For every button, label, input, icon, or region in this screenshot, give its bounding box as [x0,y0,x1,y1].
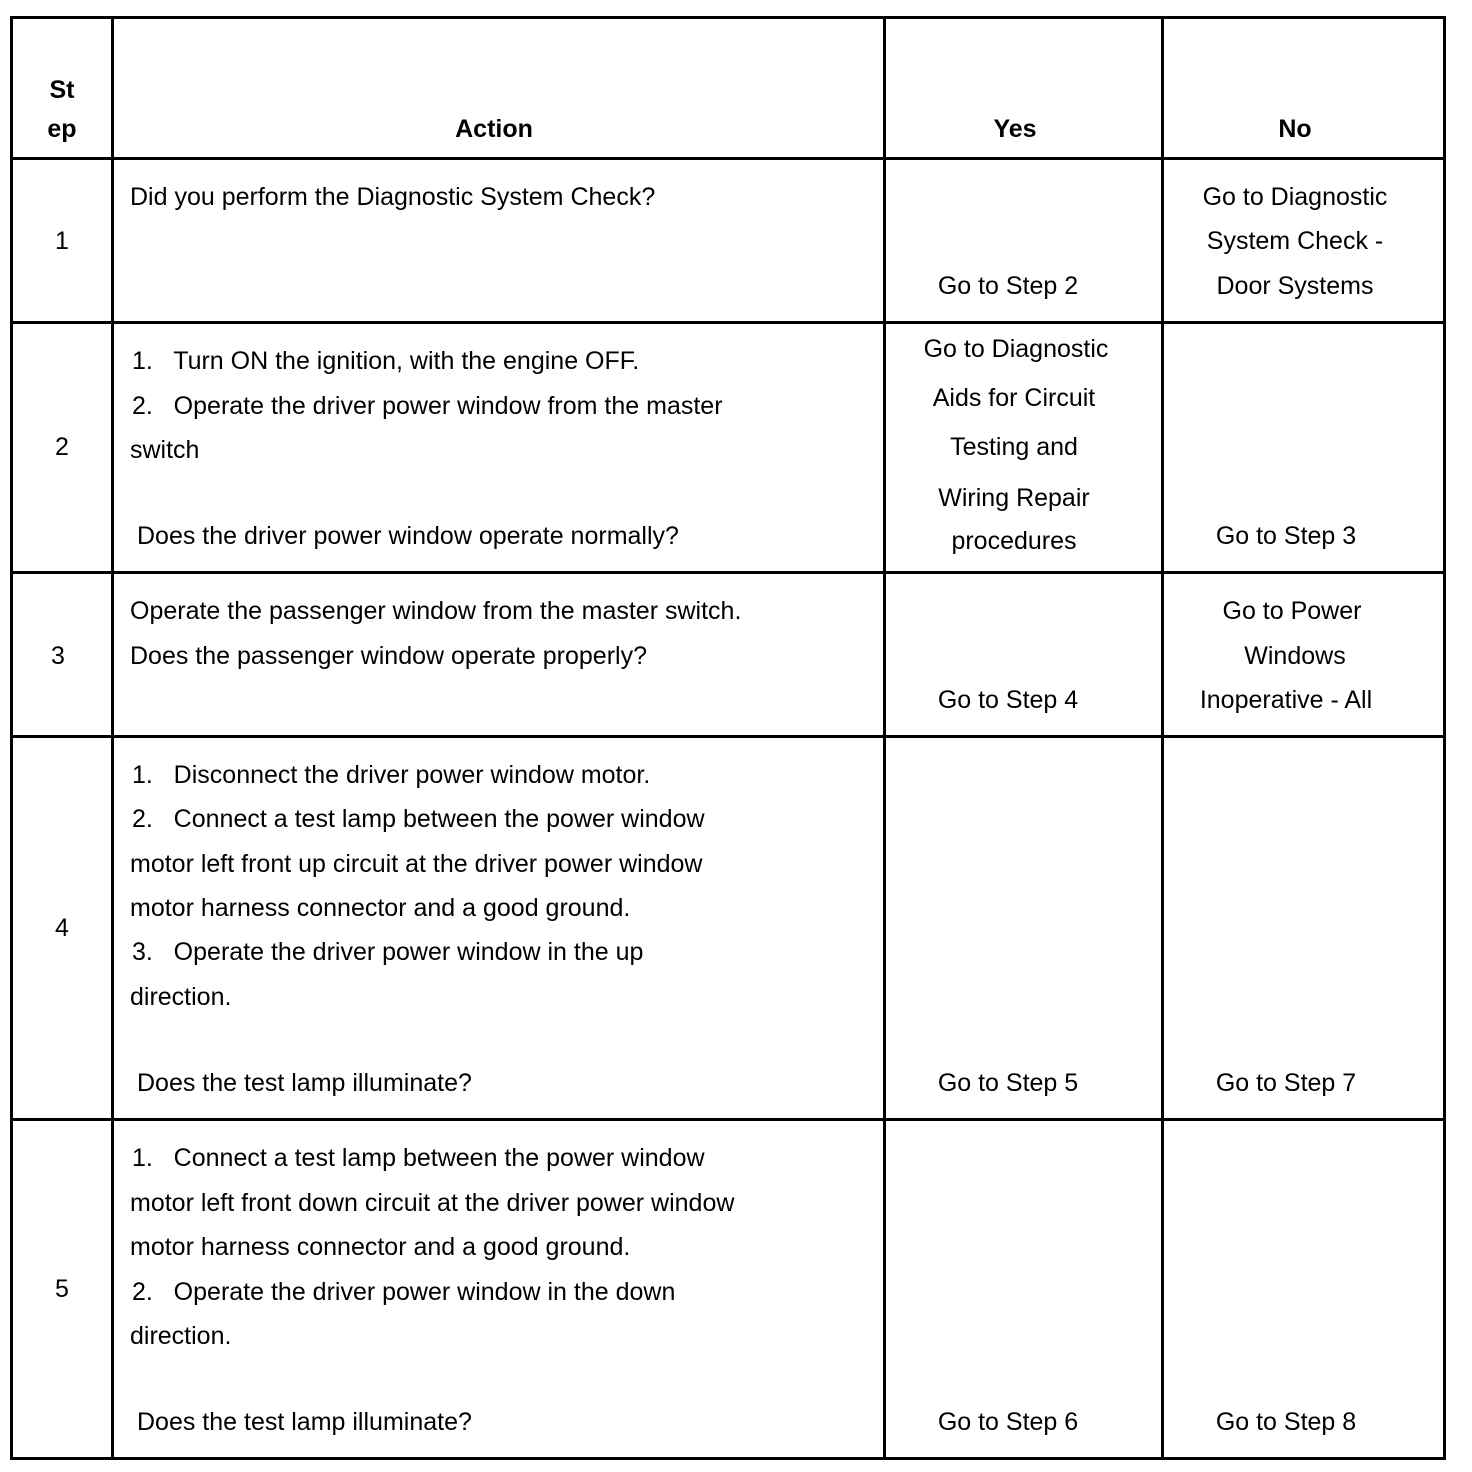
action-question: Does the test lamp illuminate? [137,1069,472,1097]
step-number: 2 [55,433,69,461]
header-step-line2: ep [47,115,77,143]
action-text: Operate the passenger window from the master switch. [130,597,742,625]
no-result: Inoperative - All [1199,686,1373,714]
action-text: motor harness connector and a good ground. [130,1233,631,1261]
yes-result: Wiring Repair [938,484,1090,512]
yes-result: Go to Step 4 [937,686,1079,714]
step-number: 4 [55,914,69,942]
action-text: 2. Operate the driver power window from the master [132,392,723,420]
no-result: Go to Step 7 [1215,1069,1357,1097]
no-result: Windows [1244,642,1346,670]
header-divider [10,157,1446,160]
action-text: switch [130,436,200,464]
table-border-top [10,16,1446,19]
yes-result: Aids for Circuit [932,384,1096,412]
action-text: 3. Operate the driver power window in the up [132,938,644,966]
row-divider [10,735,1446,738]
no-result: System Check - [1206,227,1384,255]
yes-result: procedures [951,527,1077,555]
yes-result: Go to Step 5 [937,1069,1079,1097]
step-number: 5 [55,1275,69,1303]
step-number: 3 [51,642,65,670]
column-divider [883,16,886,1460]
no-result: Go to Step 8 [1215,1408,1357,1436]
header-no: No [1278,115,1312,143]
yes-result: Go to Step 2 [937,272,1079,300]
step-number: 1 [55,227,69,255]
header-action: Action [455,115,533,143]
action-text: Did you perform the Diagnostic System Check? [130,183,656,211]
row-divider [10,321,1446,324]
yes-result: Go to Step 6 [937,1408,1079,1436]
table-border-bottom [10,1457,1446,1460]
row-divider [10,571,1446,574]
action-text: 2. Connect a test lamp between the power window [132,805,705,833]
header-yes: Yes [993,115,1037,143]
no-result: Go to Power [1222,597,1362,625]
action-text: 1. Turn ON the ignition, with the engine OFF. [132,347,640,375]
action-text: direction. [130,983,232,1011]
action-text: 2. Operate the driver power window in the down [132,1278,676,1306]
no-result: Go to Diagnostic [1202,183,1388,211]
yes-result: Testing and [950,433,1078,461]
no-result: Go to Step 3 [1215,522,1357,550]
yes-result: Go to Diagnostic [923,335,1109,363]
action-text: 1. Connect a test lamp between the power window [132,1144,705,1172]
row-divider [10,1118,1446,1121]
no-result: Door Systems [1216,272,1374,300]
action-text: direction. [130,1322,232,1350]
action-question: Does the driver power window operate normally? [137,522,679,550]
action-question: Does the test lamp illuminate? [137,1408,472,1436]
action-text: motor left front up circuit at the driver power window [130,850,703,878]
diagnostic-table [10,16,1446,1460]
header-step-line1: St [49,76,75,104]
table-border-right [1443,16,1446,1460]
action-text: motor left front down circuit at the driver power window [130,1189,735,1217]
action-text: 1. Disconnect the driver power window motor. [132,761,651,789]
action-text: motor harness connector and a good ground. [130,894,631,922]
action-question: Does the passenger window operate properly? [130,642,647,670]
